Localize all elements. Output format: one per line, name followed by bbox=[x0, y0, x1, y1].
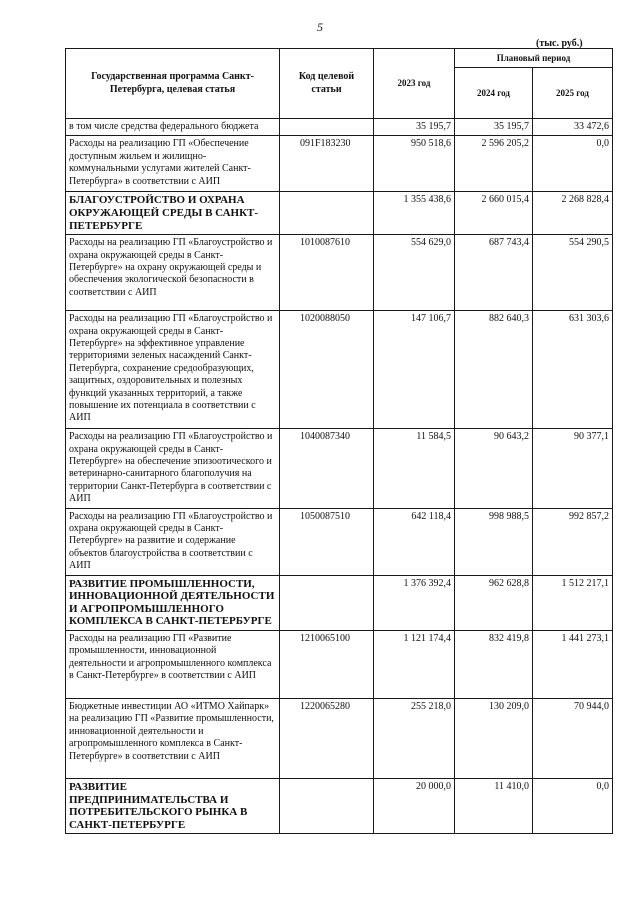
value-2023: 147 106,7 bbox=[374, 311, 455, 429]
table-row bbox=[66, 429, 613, 508]
value-2024: 2 596 205,2 bbox=[455, 136, 533, 192]
value-2023: 20 000,0 bbox=[374, 779, 455, 834]
table-row bbox=[66, 136, 613, 192]
header-code: Код целевой статьи bbox=[280, 49, 374, 119]
row-code bbox=[280, 779, 374, 834]
value-2025: 1 512 217,1 bbox=[533, 575, 613, 630]
row-code: 1040087340 bbox=[280, 429, 374, 508]
table-row bbox=[66, 311, 613, 429]
value-2024: 2 660 015,4 bbox=[455, 192, 533, 235]
table-row bbox=[66, 699, 613, 779]
row-name: Расходы на реализацию ГП «Обеспечение доступным жильем и жилищно-коммунальными услугами жителей Санкт-Петербурга» в соответствии с АИП bbox=[66, 136, 280, 192]
value-2024: 687 743,4 bbox=[455, 235, 533, 311]
value-2024: 962 628,8 bbox=[455, 575, 533, 630]
value-2023: 950 518,6 bbox=[374, 136, 455, 192]
section-row bbox=[66, 779, 613, 834]
value-2025: 33 472,6 bbox=[533, 119, 613, 136]
value-2025: 554 290,5 bbox=[533, 235, 613, 311]
page-number: 5 bbox=[317, 20, 323, 34]
value-2024: 90 643,2 bbox=[455, 429, 533, 508]
header-2024: 2024 год bbox=[455, 68, 533, 119]
table-row bbox=[66, 508, 613, 575]
value-2024: 882 640,3 bbox=[455, 311, 533, 429]
value-2024: 11 410,0 bbox=[455, 779, 533, 834]
units-label: (тыс. руб.) bbox=[536, 38, 583, 49]
row-name: Бюджетные инвестиции АО «ИТМО Хайпарк» на реализацию ГП «Развитие промышленности, инновационной деятельности и агропромышленного комплекса в Санкт-Петербурге» в соответствии с АИП bbox=[66, 699, 280, 779]
row-name: Расходы на реализацию ГП «Развитие промышленности, инновационной деятельности и агропромышленного комплекса в Санкт-Петербурге» в соответствии с АИП bbox=[66, 631, 280, 699]
row-code: 1020088050 bbox=[280, 311, 374, 429]
row-name: Расходы на реализацию ГП «Благоустройство и охрана окружающей среды в Санкт-Петербурге» на эффективное управление территориями зеленых насаждений Санкт-Петербурга, сохранение средообразующих, защитных, оздоровительных и полезных функций указанных территорий, а также повышение их потенциала в соответствии с АИП bbox=[66, 311, 280, 429]
row-code: 1210065100 bbox=[280, 631, 374, 699]
value-2024: 998 988,5 bbox=[455, 508, 533, 575]
row-code: 1050087510 bbox=[280, 508, 374, 575]
table-body bbox=[66, 119, 613, 834]
row-name: РАЗВИТИЕ ПРЕДПРИНИМАТЕЛЬСТВА И ПОТРЕБИТЕЛЬСКОГО РЫНКА В САНКТ-ПЕТЕРБУРГЕ bbox=[66, 779, 280, 834]
value-2023: 554 629,0 bbox=[374, 235, 455, 311]
value-2023: 1 376 392,4 bbox=[374, 575, 455, 630]
value-2025: 992 857,2 bbox=[533, 508, 613, 575]
row-name: Расходы на реализацию ГП «Благоустройство и охрана окружающей среды в Санкт-Петербурге» на охрану окружающей среды и обеспечения экологической безопасности в соответствии с АИП bbox=[66, 235, 280, 311]
header-planned-period: Плановый период bbox=[455, 49, 613, 68]
value-2023: 642 118,4 bbox=[374, 508, 455, 575]
section-row bbox=[66, 575, 613, 630]
value-2025: 0,0 bbox=[533, 136, 613, 192]
value-2025: 90 377,1 bbox=[533, 429, 613, 508]
value-2023: 1 355 438,6 bbox=[374, 192, 455, 235]
row-name: в том числе средства федерального бюджета bbox=[66, 119, 280, 136]
value-2023: 255 218,0 bbox=[374, 699, 455, 779]
section-row bbox=[66, 192, 613, 235]
row-name: Расходы на реализацию ГП «Благоустройство и охрана окружающей среды в Санкт-Петербурге» на обеспечение эпизоотического и ветеринарно-санитарного благополучия на территории Санкт-Петербурга в соответствии с АИП bbox=[66, 429, 280, 508]
value-2023: 1 121 174,4 bbox=[374, 631, 455, 699]
row-code: 1010087610 bbox=[280, 235, 374, 311]
row-code: 091F183230 bbox=[280, 136, 374, 192]
table-row bbox=[66, 119, 613, 136]
value-2025: 631 303,6 bbox=[533, 311, 613, 429]
row-code: 1220065280 bbox=[280, 699, 374, 779]
row-code bbox=[280, 192, 374, 235]
value-2023: 11 584,5 bbox=[374, 429, 455, 508]
table-row bbox=[66, 235, 613, 311]
value-2025: 1 441 273,1 bbox=[533, 631, 613, 699]
row-code bbox=[280, 575, 374, 630]
value-2025: 0,0 bbox=[533, 779, 613, 834]
value-2024: 832 419,8 bbox=[455, 631, 533, 699]
value-2024: 35 195,7 bbox=[455, 119, 533, 136]
row-code bbox=[280, 119, 374, 136]
row-name: БЛАГОУСТРОЙСТВО И ОХРАНА ОКРУЖАЮЩЕЙ СРЕДЫ В САНКТ-ПЕТЕРБУРГЕ bbox=[66, 192, 280, 235]
table-row bbox=[66, 631, 613, 699]
header-program: Государственная программа Санкт-Петербурга, целевая статья bbox=[66, 49, 280, 119]
budget-table bbox=[65, 48, 613, 834]
header-2023: 2023 год bbox=[374, 49, 455, 119]
value-2024: 130 209,0 bbox=[455, 699, 533, 779]
value-2025: 2 268 828,4 bbox=[533, 192, 613, 235]
header-2025: 2025 год bbox=[533, 68, 613, 119]
value-2023: 35 195,7 bbox=[374, 119, 455, 136]
value-2025: 70 944,0 bbox=[533, 699, 613, 779]
row-name: РАЗВИТИЕ ПРОМЫШЛЕННОСТИ, ИННОВАЦИОННОЙ ДЕЯТЕЛЬНОСТИ И АГРОПРОМЫШЛЕННОГО КОМПЛЕКСА В САНКТ-ПЕТЕРБУРГЕ bbox=[66, 575, 280, 630]
row-name: Расходы на реализацию ГП «Благоустройство и охрана окружающей среды в Санкт-Петербурге» на развитие и содержание объектов благоустройства в соответствии с АИП bbox=[66, 508, 280, 575]
